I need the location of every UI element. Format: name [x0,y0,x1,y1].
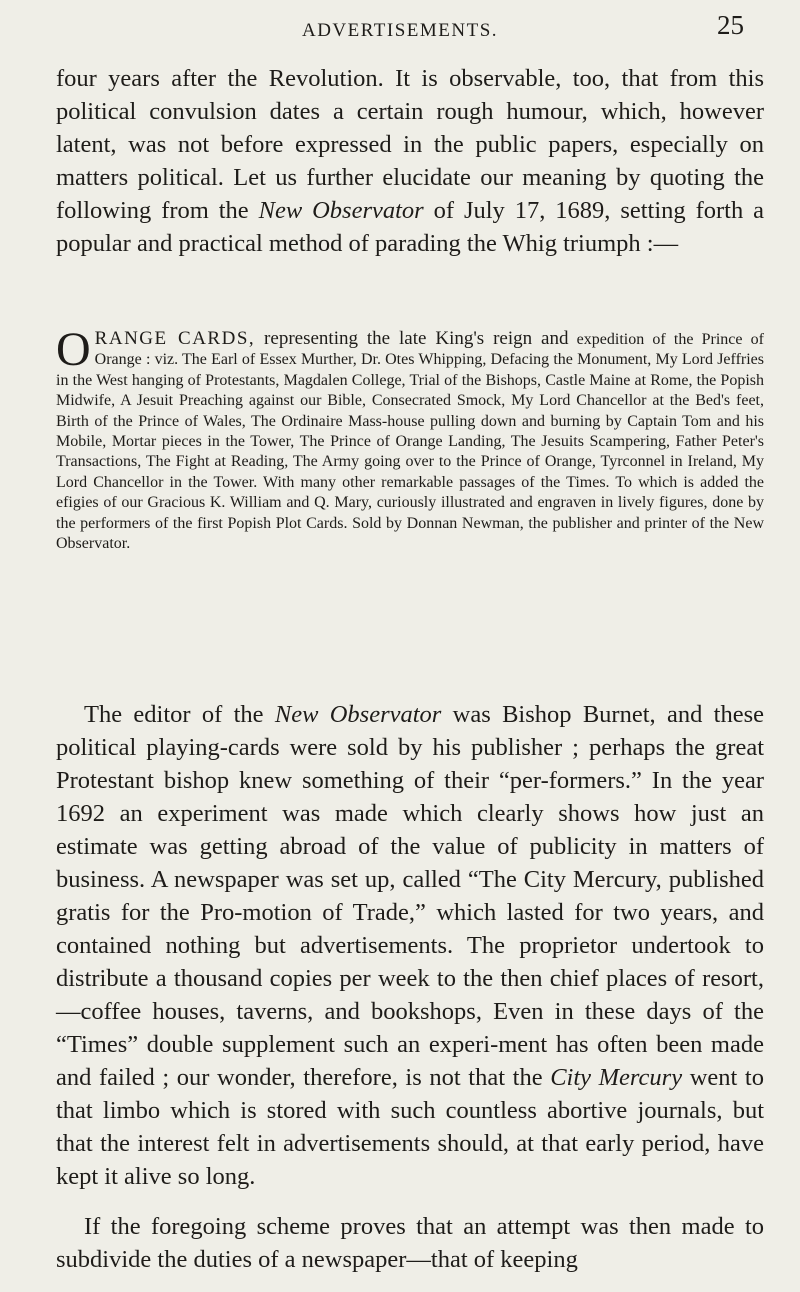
paragraph-2-text-b: was Bishop Burnet, and these political playing-cards were sold by his publisher ; perhaps the great Protestant bishop knew something of their “per-formers.” In the year 1692 an experiment was made which clearly shows how just an estimate was getting abroad of the value of publicity in matters of business. A newspaper was set up, called “The City Mercury, published gratis for the Pro-motion of Trade,” which lasted for two years, and contained nothing but advertisements. The proprietor undertook to distribute a thousand copies per week to the then chief places of resort,—coffee houses, taverns, and bookshops, Even in these days of the “Times” double supplement such an experi-ment has often been made and failed ; our wonder, therefore, is not that the [56,701,764,1091]
publication-title: New Observator [274,701,442,728]
paragraph-1 [56,62,764,260]
publication-title: New Observator [258,197,424,224]
paragraph-1-text-a: four years after the Revolution. It is observable, too, that from this political convulsion dates a certain rough humour, which, however latent, was not before expressed in the public papers, especially on matters political. Let us further elucidate our meaning by quoting the following from the [56,65,764,224]
advertisement-quote [56,323,764,554]
advertisement-body: expedition of the Prince of Orange : viz. The Earl of Essex Murther, Dr. Otes Whipping, Defacing the Monument, My Lord Jeffries in the West hanging of Protestants, Magdalen College, Trial of the Bishops, Castle Maine at Rome, the Popish Midwife, A Jesuit Preaching against our Bible, Consecrated Smock, My Lord Chancellor at the Bed's feet, Birth of the Prince of Wales, The Ordinaire Mass-house pulling down and burning by Captain Tom and his Mobile, Mortar pieces in the Tower, The Prince of Orange Landing, The Jesuits Scampering, Father Peter's Transactions, The Fight at Reading, The Army going over to the Prince of Orange, Tyrconnel in Ireland, My Lord Chancellor in the Tower. With many other remarkable passages of the Times. To which is added the efigies of our Gracious K. William and Q. Mary, curiously illustrated and engraven in lively figures, done by the performers of the first Popish Plot Cards. Sold by Donnan Newman, the publisher and printer of the New Observator. [56,331,764,553]
drop-cap: O [56,323,91,376]
paragraph-2 [56,698,764,1193]
page-number: 25 [717,10,744,40]
paragraph-2-text-c: went to that limbo which is stored with such countless abortive journals, but that the interest felt in advertisements should, at that early period, have kept it alive so long. [56,1064,764,1190]
paragraph-3-text: If the foregoing scheme proves that an attempt was then made to subdivide the duties of a newspaper—that of keeping [56,1213,764,1273]
running-head [0,6,800,46]
paragraph-2-text-a: The editor of the [84,701,275,728]
publication-title: City Mercury [550,1064,683,1091]
advertisement-lead: representing the late King's reign and [255,328,569,349]
header-title: ADVERTISEMENTS. [301,20,499,41]
paragraph-1-text-b: of July 17, 1689, setting forth a popular and practical method of parading the Whig triumph :— [56,197,765,257]
paragraph-3 [56,1210,764,1276]
advertisement-heading: RANGE CARDS, [94,328,256,349]
